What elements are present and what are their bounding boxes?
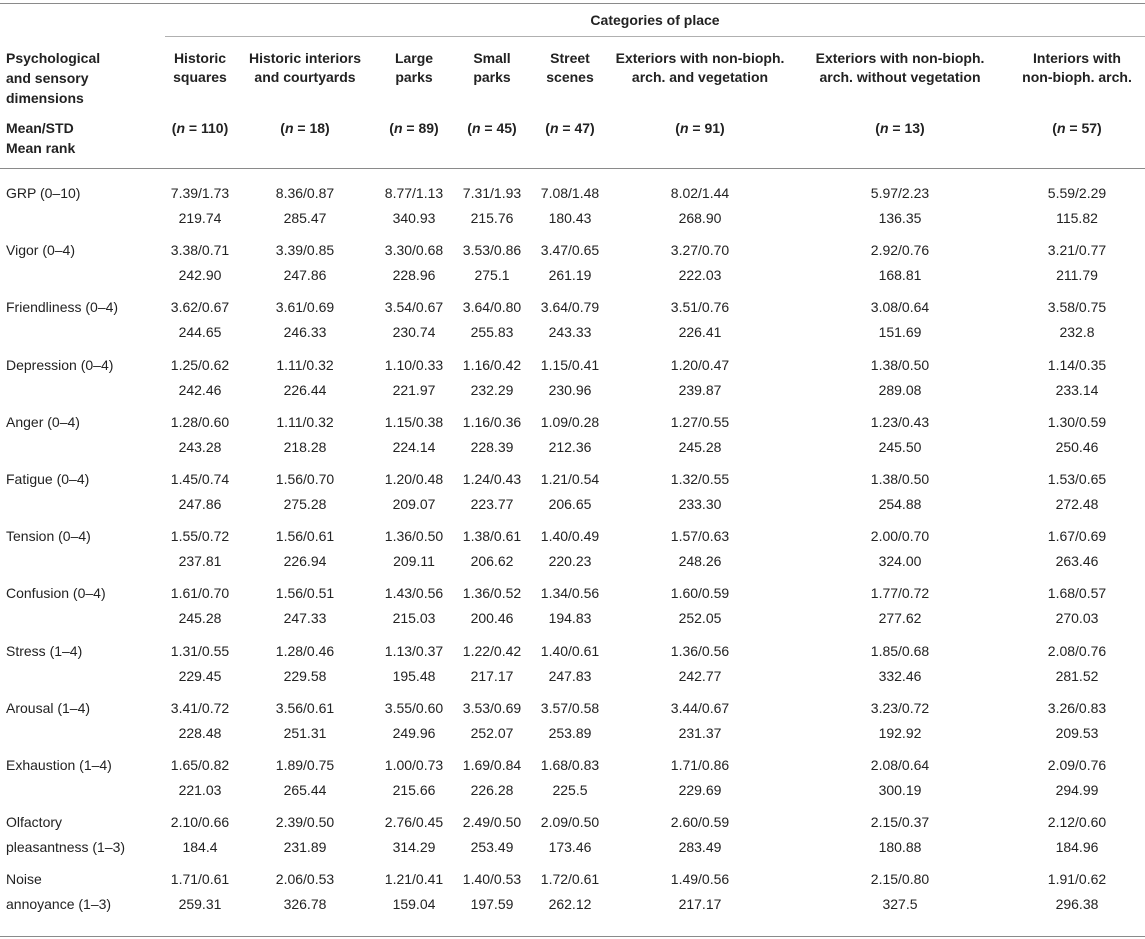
cell-mean-rank: 251.31	[283, 724, 327, 741]
column-header	[790, 49, 1010, 87]
cell-mean-std: 1.65/0.82	[170, 757, 230, 773]
dimensions-header-line3: dimensions	[6, 90, 84, 106]
cell-mean-std: 1.11/0.32	[276, 356, 334, 373]
cell-mean-std: 1.43/0.56	[384, 585, 444, 602]
cell-mean-rank: 283.49	[678, 839, 722, 856]
cell-mean-std: 1.68/0.57	[1047, 585, 1107, 602]
cell-mean-std: 1.56/0.51	[275, 585, 335, 602]
cell-mean-rank: 211.79	[1056, 267, 1098, 284]
column-header-line1: Historic	[173, 50, 227, 66]
cell-mean-rank: 265.44	[283, 782, 327, 798]
cell-mean-rank: 212.36	[548, 438, 592, 455]
row-label: Fatigue (0–4)	[6, 471, 90, 487]
column-sample-size: (n = 91)	[675, 120, 725, 136]
cell-mean-rank: 245.28	[178, 610, 222, 627]
cell-mean-std: 1.31/0.55	[170, 642, 230, 659]
column-sample-size: (n = 89)	[389, 120, 439, 136]
cell-mean-rank: 230.74	[392, 324, 436, 341]
cell-mean-rank: 275.28	[283, 496, 327, 512]
cell-mean-rank: 225.5	[552, 782, 588, 798]
cell-mean-rank: 221.97	[392, 381, 436, 398]
cell-mean-std: 8.36/0.87	[275, 185, 335, 201]
cell-mean-std: 1.14/0.35	[1047, 356, 1107, 373]
cell-mean-std: 1.56/0.61	[275, 528, 335, 545]
cell-mean-rank: 226.44	[283, 381, 327, 398]
cell-mean-std: 1.68/0.83	[540, 757, 600, 773]
n-symbol: n	[471, 120, 481, 136]
row-label: GRP (0–10)	[6, 185, 81, 201]
cell-mean-rank: 226.28	[470, 782, 514, 798]
cell-mean-rank: 233.14	[1055, 381, 1099, 398]
cell-mean-rank: 184.4	[182, 839, 218, 856]
cell-mean-std: 1.57/0.63	[670, 528, 730, 545]
cell-mean-rank: 228.96	[392, 267, 436, 284]
column-sample-size: (n = 47)	[545, 120, 595, 136]
cell-mean-rank: 221.03	[178, 782, 222, 798]
cell-mean-std: 3.53/0.69	[462, 699, 522, 716]
cell-mean-std: 3.62/0.67	[170, 299, 230, 316]
cell-mean-std: 1.16/0.42	[462, 356, 522, 373]
cell-mean-rank: 263.46	[1055, 553, 1099, 570]
cell-mean-std: 1.91/0.62	[1047, 871, 1107, 888]
row-label-continued: annoyance (1–3)	[6, 896, 112, 913]
cell-mean-std: 3.38/0.71	[170, 242, 230, 259]
row-label: Friendliness (0–4)	[6, 299, 119, 316]
cell-mean-std: 1.28/0.60	[170, 413, 230, 430]
column-sample-size: (n = 13)	[875, 120, 925, 136]
dimensions-header-line1: Psychological	[6, 50, 101, 66]
column-header-line2: parks	[473, 69, 511, 85]
cell-mean-rank: 237.81	[178, 553, 222, 570]
cell-mean-rank: 326.78	[283, 896, 327, 913]
cell-mean-rank: 229.58	[283, 667, 327, 684]
cell-mean-std: 1.45/0.74	[170, 471, 230, 487]
cell-mean-rank: 232.8	[1059, 324, 1095, 341]
cell-mean-std: 1.21/0.54	[540, 471, 600, 487]
cell-mean-rank: 246.33	[283, 324, 327, 341]
cell-mean-std: 1.56/0.70	[275, 471, 335, 487]
n-value: 13	[904, 120, 921, 136]
n-value: 89	[418, 120, 435, 136]
cell-mean-rank: 253.49	[470, 839, 514, 856]
cell-mean-rank: 332.46	[878, 667, 922, 684]
column-header-line2: non-bioph. arch.	[1022, 69, 1132, 85]
cell-mean-rank: 194.83	[548, 610, 592, 627]
cell-mean-rank: 247.86	[283, 267, 327, 284]
cell-mean-rank: 173.46	[548, 839, 592, 856]
column-header-line2: and courtyards	[254, 69, 356, 85]
cell-mean-std: 2.49/0.50	[462, 814, 522, 831]
cell-mean-std: 1.89/0.75	[275, 757, 335, 773]
column-header	[235, 49, 375, 87]
n-value: 45	[496, 120, 513, 136]
cell-mean-std: 1.49/0.56	[670, 871, 730, 888]
column-header	[160, 49, 240, 87]
cell-mean-rank: 215.66	[392, 782, 436, 798]
cell-mean-std: 1.13/0.37	[384, 642, 444, 659]
cell-mean-std: 3.21/0.77	[1047, 242, 1107, 259]
cell-mean-rank: 228.48	[178, 724, 222, 741]
cell-mean-rank: 151.69	[878, 324, 922, 341]
cell-mean-std: 1.71/0.61	[170, 871, 230, 888]
column-header-line2: scenes	[546, 69, 594, 85]
cell-mean-std: 5.59/2.29	[1047, 185, 1107, 201]
row-label: Depression (0–4)	[6, 356, 114, 373]
cell-mean-rank: 296.38	[1055, 896, 1099, 913]
row-label: Confusion (0–4)	[6, 585, 106, 602]
column-sample-size: (n = 18)	[280, 120, 330, 136]
cell-mean-rank: 243.33	[548, 324, 592, 341]
cell-mean-rank: 229.45	[178, 667, 222, 684]
cell-mean-std: 8.02/1.44	[670, 185, 730, 201]
cell-mean-rank: 245.28	[678, 438, 722, 455]
cell-mean-rank: 218.28	[283, 438, 327, 455]
header-rule	[0, 168, 1145, 169]
column-header	[590, 49, 810, 87]
n-value: 110	[200, 120, 224, 136]
cell-mean-rank: 259.31	[178, 896, 222, 913]
cell-mean-std: 1.55/0.72	[170, 528, 230, 545]
cell-mean-rank: 261.19	[548, 267, 592, 284]
cell-mean-rank: 252.07	[470, 724, 514, 741]
cell-mean-rank: 222.03	[678, 267, 722, 284]
cell-mean-std: 1.53/0.65	[1047, 471, 1107, 487]
column-sample-size: (n = 45)	[467, 120, 517, 136]
cell-mean-std: 1.10/0.33	[384, 356, 444, 373]
n-value: 47	[574, 120, 591, 136]
cell-mean-std: 2.60/0.59	[670, 814, 730, 831]
cell-mean-rank: 206.62	[470, 553, 514, 570]
n-value: 18	[309, 120, 326, 136]
row-label: Olfactory	[6, 814, 63, 831]
cell-mean-std: 1.15/0.41	[540, 356, 600, 373]
column-header	[379, 49, 449, 87]
cell-mean-std: 1.36/0.52	[462, 585, 522, 602]
cell-mean-std: 3.08/0.64	[870, 299, 930, 316]
cell-mean-std: 1.85/0.68	[870, 642, 930, 659]
n-symbol: n	[879, 120, 889, 136]
row-label: Noise	[6, 871, 42, 888]
cell-mean-std: 1.38/0.50	[870, 471, 930, 487]
cell-mean-rank: 180.88	[878, 839, 922, 856]
column-header-line1: Large	[394, 50, 434, 66]
cell-mean-std: 1.09/0.28	[540, 413, 600, 430]
cell-mean-rank: 231.89	[283, 839, 327, 856]
column-sample-size: (n = 57)	[1052, 120, 1102, 136]
cell-mean-rank: 232.29	[470, 381, 514, 398]
cell-mean-std: 1.20/0.48	[384, 471, 444, 487]
cell-mean-rank: 242.77	[678, 667, 722, 684]
cell-mean-std: 1.40/0.49	[540, 528, 600, 545]
cell-mean-std: 1.40/0.53	[462, 871, 522, 888]
cell-mean-rank: 270.03	[1055, 610, 1099, 627]
cell-mean-std: 3.54/0.67	[384, 299, 444, 316]
cell-mean-std: 7.31/1.93	[462, 185, 522, 201]
cell-mean-std: 1.27/0.55	[670, 413, 730, 430]
cell-mean-rank: 184.96	[1055, 839, 1099, 856]
cell-mean-std: 3.39/0.85	[275, 242, 335, 259]
cell-mean-std: 5.97/2.23	[870, 185, 930, 201]
cell-mean-rank: 285.47	[283, 210, 327, 226]
cell-mean-std: 2.10/0.66	[170, 814, 230, 831]
cell-mean-rank: 197.59	[470, 896, 514, 913]
cell-mean-std: 1.20/0.47	[670, 356, 730, 373]
cell-mean-std: 3.56/0.61	[275, 699, 335, 716]
cell-mean-std: 1.77/0.72	[870, 585, 930, 602]
row-label: Exhaustion (1–4)	[6, 757, 112, 773]
bottom-rule	[0, 936, 1145, 937]
cell-mean-rank: 314.29	[392, 839, 436, 856]
cell-mean-rank: 226.41	[678, 324, 722, 341]
stat-header-line2: Mean rank	[6, 140, 76, 156]
cell-mean-rank: 115.82	[1056, 210, 1098, 226]
cell-mean-std: 1.60/0.59	[670, 585, 730, 602]
cell-mean-std: 1.25/0.62	[170, 356, 230, 373]
cell-mean-std: 2.08/0.64	[870, 757, 930, 773]
cell-mean-std: 3.51/0.76	[670, 299, 730, 316]
column-header	[457, 49, 527, 87]
cell-mean-std: 1.16/0.36	[462, 413, 522, 430]
cell-mean-rank: 224.14	[392, 438, 436, 455]
cell-mean-std: 1.71/0.86	[670, 757, 730, 773]
cell-mean-std: 1.30/0.59	[1047, 413, 1107, 430]
cell-mean-std: 3.57/0.58	[540, 699, 600, 716]
cell-mean-std: 1.36/0.50	[384, 528, 444, 545]
cell-mean-rank: 255.83	[470, 324, 514, 341]
row-label: Arousal (1–4)	[6, 699, 91, 716]
cell-mean-rank: 215.76	[470, 210, 514, 226]
column-header	[1002, 49, 1145, 87]
cell-mean-std: 1.34/0.56	[540, 585, 600, 602]
cell-mean-std: 3.64/0.79	[540, 299, 600, 316]
top-rule	[0, 3, 1145, 4]
cell-mean-rank: 220.23	[548, 553, 592, 570]
cell-mean-rank: 209.11	[393, 553, 435, 570]
cell-mean-std: 1.22/0.42	[462, 642, 522, 659]
n-symbol: n	[679, 120, 689, 136]
cell-mean-rank: 242.46	[178, 381, 222, 398]
cell-mean-rank: 136.35	[878, 210, 922, 226]
cell-mean-std: 2.92/0.76	[870, 242, 930, 259]
cell-mean-rank: 254.88	[878, 496, 922, 512]
cell-mean-std: 3.41/0.72	[170, 699, 230, 716]
dimensions-header-line2: and sensory	[6, 70, 89, 86]
n-symbol: n	[1056, 120, 1066, 136]
cell-mean-rank: 192.92	[878, 724, 922, 741]
cell-mean-rank: 223.77	[470, 496, 514, 512]
cell-mean-rank: 229.69	[678, 782, 722, 798]
cell-mean-rank: 219.74	[178, 210, 222, 226]
column-header-line1: Interiors with	[1033, 50, 1121, 66]
cell-mean-rank: 300.19	[878, 782, 922, 798]
cell-mean-rank: 245.50	[878, 438, 922, 455]
cell-mean-std: 2.76/0.45	[384, 814, 444, 831]
cell-mean-std: 3.55/0.60	[384, 699, 444, 716]
cell-mean-rank: 244.65	[178, 324, 222, 341]
cell-mean-std: 2.06/0.53	[275, 871, 335, 888]
cell-mean-rank: 268.90	[678, 210, 722, 226]
cell-mean-rank: 243.28	[178, 438, 222, 455]
cell-mean-rank: 253.89	[548, 724, 592, 741]
cell-mean-std: 1.28/0.46	[275, 642, 335, 659]
cell-mean-std: 3.61/0.69	[275, 299, 335, 316]
n-symbol: n	[393, 120, 403, 136]
cell-mean-rank: 247.33	[283, 610, 327, 627]
cell-mean-std: 1.69/0.84	[462, 757, 522, 773]
row-label-continued: pleasantness (1–3)	[6, 839, 126, 856]
cell-mean-rank: 324.00	[878, 553, 922, 570]
cell-mean-rank: 215.03	[392, 610, 436, 627]
n-value: 57	[1081, 120, 1098, 136]
n-symbol: n	[176, 120, 185, 136]
cell-mean-rank: 249.96	[392, 724, 436, 741]
stat-header-line1: Mean/STD	[6, 120, 74, 136]
column-header-line2: parks	[395, 69, 433, 85]
cell-mean-rank: 200.46	[470, 610, 514, 627]
cell-mean-rank: 233.30	[678, 496, 722, 512]
cell-mean-std: 2.09/0.76	[1047, 757, 1107, 773]
cell-mean-std: 7.39/1.73	[170, 185, 230, 201]
cell-mean-std: 3.30/0.68	[384, 242, 444, 259]
cell-mean-std: 1.00/0.73	[384, 757, 444, 773]
cell-mean-std: 3.53/0.86	[462, 242, 522, 259]
cell-mean-std: 1.36/0.56	[670, 642, 730, 659]
cell-mean-rank: 289.08	[878, 381, 922, 398]
cell-mean-std: 3.47/0.65	[540, 242, 600, 259]
cell-mean-rank: 168.81	[878, 267, 922, 284]
cell-mean-std: 1.67/0.69	[1047, 528, 1107, 545]
column-header-line1: Exteriors with non-bioph.	[815, 50, 985, 66]
cell-mean-rank: 239.87	[678, 381, 722, 398]
cell-mean-rank: 252.05	[678, 610, 722, 627]
cell-mean-std: 1.15/0.38	[384, 413, 444, 430]
cell-mean-std: 1.38/0.61	[462, 528, 522, 545]
cell-mean-rank: 231.37	[678, 724, 722, 741]
cell-mean-rank: 248.26	[678, 553, 722, 570]
column-header-line1: Street	[550, 50, 590, 66]
n-symbol: n	[549, 120, 559, 136]
cell-mean-rank: 217.17	[678, 896, 722, 913]
cell-mean-std: 1.40/0.61	[540, 642, 600, 659]
cell-mean-rank: 294.99	[1055, 782, 1099, 798]
cell-mean-rank: 228.39	[470, 438, 514, 455]
cell-mean-rank: 262.12	[548, 896, 592, 913]
cell-mean-rank: 247.86	[178, 496, 222, 512]
cell-mean-rank: 180.43	[548, 210, 592, 226]
row-label: Vigor (0–4)	[6, 242, 76, 259]
cell-mean-rank: 281.52	[1055, 667, 1099, 684]
cell-mean-std: 2.39/0.50	[275, 814, 335, 831]
cell-mean-std: 1.11/0.32	[276, 413, 334, 430]
column-header-line1: Small	[473, 50, 511, 66]
column-header-line2: arch. without vegetation	[819, 69, 981, 85]
row-label: Anger (0–4)	[6, 413, 80, 430]
cell-mean-std: 1.38/0.50	[870, 356, 930, 373]
cell-mean-std: 7.08/1.48	[540, 185, 600, 201]
cell-mean-std: 3.27/0.70	[670, 242, 730, 259]
column-header-line2: arch. and vegetation	[631, 69, 769, 85]
categories-title: Categories of place	[590, 12, 720, 28]
column-header-line2: squares	[173, 69, 227, 85]
cell-mean-std: 1.61/0.70	[170, 585, 230, 602]
cell-mean-std: 2.15/0.37	[870, 814, 930, 831]
cell-mean-rank: 340.93	[392, 210, 436, 226]
cell-mean-rank: 209.53	[1055, 724, 1099, 741]
cell-mean-rank: 195.48	[392, 667, 436, 684]
cell-mean-rank: 272.48	[1055, 496, 1099, 512]
cell-mean-rank: 250.46	[1055, 438, 1099, 455]
n-symbol: n	[284, 120, 294, 136]
cell-mean-std: 3.26/0.83	[1047, 699, 1107, 716]
cell-mean-rank: 217.17	[470, 667, 514, 684]
cell-mean-std: 2.12/0.60	[1047, 814, 1107, 831]
cell-mean-rank: 277.62	[878, 610, 922, 627]
category-rule	[165, 36, 1145, 37]
cell-mean-std: 3.64/0.80	[462, 299, 522, 316]
n-value: 91	[704, 120, 721, 136]
cell-mean-rank: 242.90	[178, 267, 222, 284]
row-label: Tension (0–4)	[6, 528, 91, 545]
cell-mean-std: 1.32/0.55	[670, 471, 730, 487]
cell-mean-std: 1.72/0.61	[540, 871, 600, 888]
cell-mean-std: 8.77/1.13	[384, 185, 444, 201]
column-header-line1: Exteriors with non-bioph.	[615, 50, 785, 66]
column-header-line1: Historic interiors	[248, 50, 362, 66]
cell-mean-std: 2.00/0.70	[870, 528, 930, 545]
cell-mean-std: 3.58/0.75	[1047, 299, 1107, 316]
row-label: Stress (1–4)	[6, 642, 83, 659]
cell-mean-rank: 327.5	[882, 896, 918, 913]
cell-mean-std: 1.24/0.43	[462, 471, 522, 487]
cell-mean-rank: 226.94	[283, 553, 327, 570]
cell-mean-std: 1.21/0.41	[384, 871, 444, 888]
cell-mean-std: 3.23/0.72	[870, 699, 930, 716]
cell-mean-std: 3.44/0.67	[670, 699, 730, 716]
cell-mean-rank: 206.65	[548, 496, 592, 512]
cell-mean-rank: 209.07	[392, 496, 436, 512]
cell-mean-rank: 247.83	[548, 667, 592, 684]
cell-mean-rank: 159.04	[392, 896, 436, 913]
column-sample-size: (n = 110)	[171, 120, 229, 136]
cell-mean-std: 2.15/0.80	[870, 871, 930, 888]
cell-mean-std: 1.23/0.43	[870, 413, 930, 430]
cell-mean-rank: 230.96	[548, 381, 592, 398]
cell-mean-std: 2.09/0.50	[540, 814, 600, 831]
cell-mean-rank: 275.1	[474, 267, 510, 284]
cell-mean-std: 2.08/0.76	[1047, 642, 1107, 659]
